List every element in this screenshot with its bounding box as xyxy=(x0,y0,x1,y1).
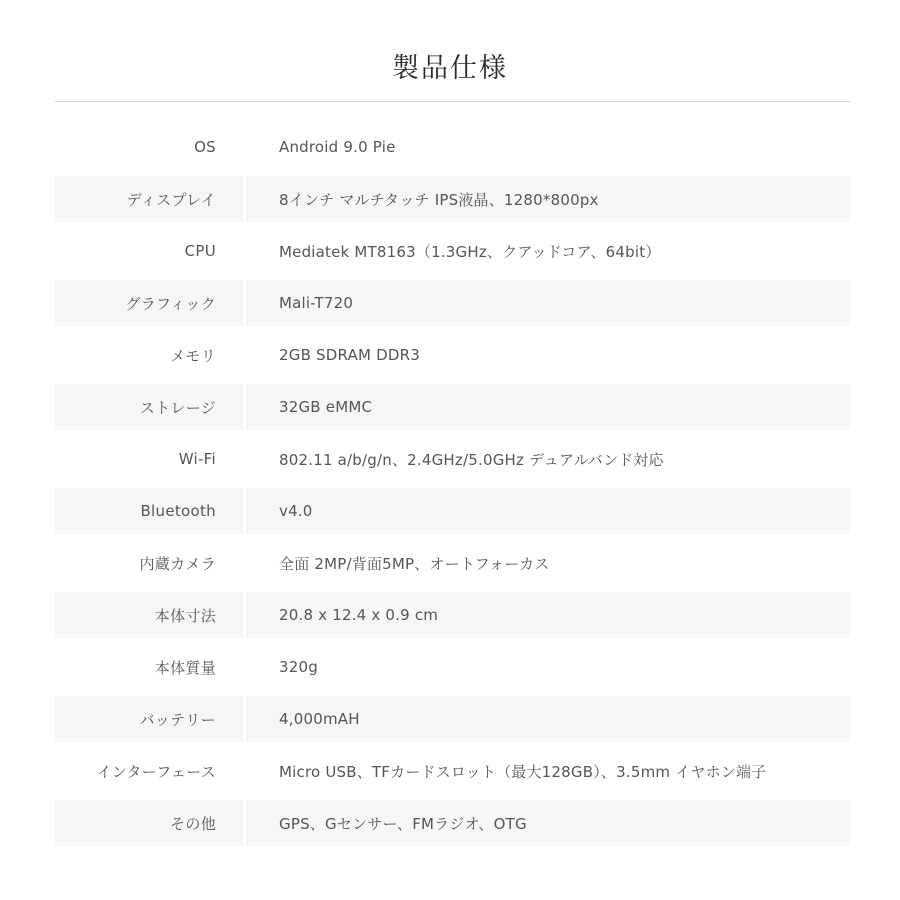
spec-label: ディスプレイ xyxy=(55,176,243,222)
spec-value: Micro USB、TFカードスロット（最大128GB）、3.5mm イヤホン端子 xyxy=(279,762,767,781)
spec-row-cpu xyxy=(55,225,850,277)
spec-value: 20.8 x 12.4 x 0.9 cm xyxy=(246,592,850,638)
spec-row-bluetooth xyxy=(55,485,850,537)
spec-row-memory xyxy=(55,329,850,381)
spec-value: 802.11 a/b/g/n、2.4GHz/5.0GHz デュアルバンド対応 xyxy=(279,450,664,469)
spec-value: Mediatek MT8163（1.3GHz、クアッドコア、64bit） xyxy=(279,242,661,261)
spec-value: 8インチ マルチタッチ IPS液晶、1280*800px xyxy=(246,176,850,222)
spec-row-storage xyxy=(55,381,850,433)
spec-row-camera xyxy=(55,537,850,589)
spec-label: バッテリー xyxy=(55,696,243,742)
spec-label: Bluetooth xyxy=(55,488,243,534)
spec-label: OS xyxy=(194,138,216,156)
spec-row-weight xyxy=(55,641,850,693)
spec-label: CPU xyxy=(184,242,216,260)
spec-label: ストレージ xyxy=(55,384,243,430)
spec-row-wifi xyxy=(55,433,850,485)
spec-label: グラフィック xyxy=(55,280,243,326)
title-divider xyxy=(55,101,850,102)
page-title: 製品仕様 xyxy=(392,53,508,84)
spec-value: Mali-T720 xyxy=(246,280,850,326)
spec-value: 2GB SDRAM DDR3 xyxy=(279,346,420,364)
spec-value: 4,000mAH xyxy=(246,696,850,742)
spec-label: Wi-Fi xyxy=(178,450,216,468)
spec-value: 320g xyxy=(279,658,318,676)
spec-label: インターフェース xyxy=(96,762,216,781)
spec-label: 本体寸法 xyxy=(55,592,243,638)
spec-row-os xyxy=(55,121,850,173)
spec-row-other xyxy=(55,797,850,849)
spec-row-dimensions xyxy=(55,589,850,641)
spec-label: その他 xyxy=(55,800,243,846)
spec-label: メモリ xyxy=(170,346,216,365)
spec-value: 32GB eMMC xyxy=(246,384,850,430)
spec-label: 本体質量 xyxy=(154,658,216,677)
spec-row-battery xyxy=(55,693,850,745)
spec-table xyxy=(55,121,850,849)
spec-value: 全面 2MP/背面5MP、オートフォーカス xyxy=(279,554,550,573)
spec-label: 内蔵カメラ xyxy=(139,554,216,573)
spec-row-graphics xyxy=(55,277,850,329)
spec-value: GPS、Gセンサー、FMラジオ、OTG xyxy=(246,800,850,846)
spec-value: Android 9.0 Pie xyxy=(279,138,396,156)
spec-value: v4.0 xyxy=(246,488,850,534)
spec-row-display xyxy=(55,173,850,225)
spec-row-interface xyxy=(55,745,850,797)
